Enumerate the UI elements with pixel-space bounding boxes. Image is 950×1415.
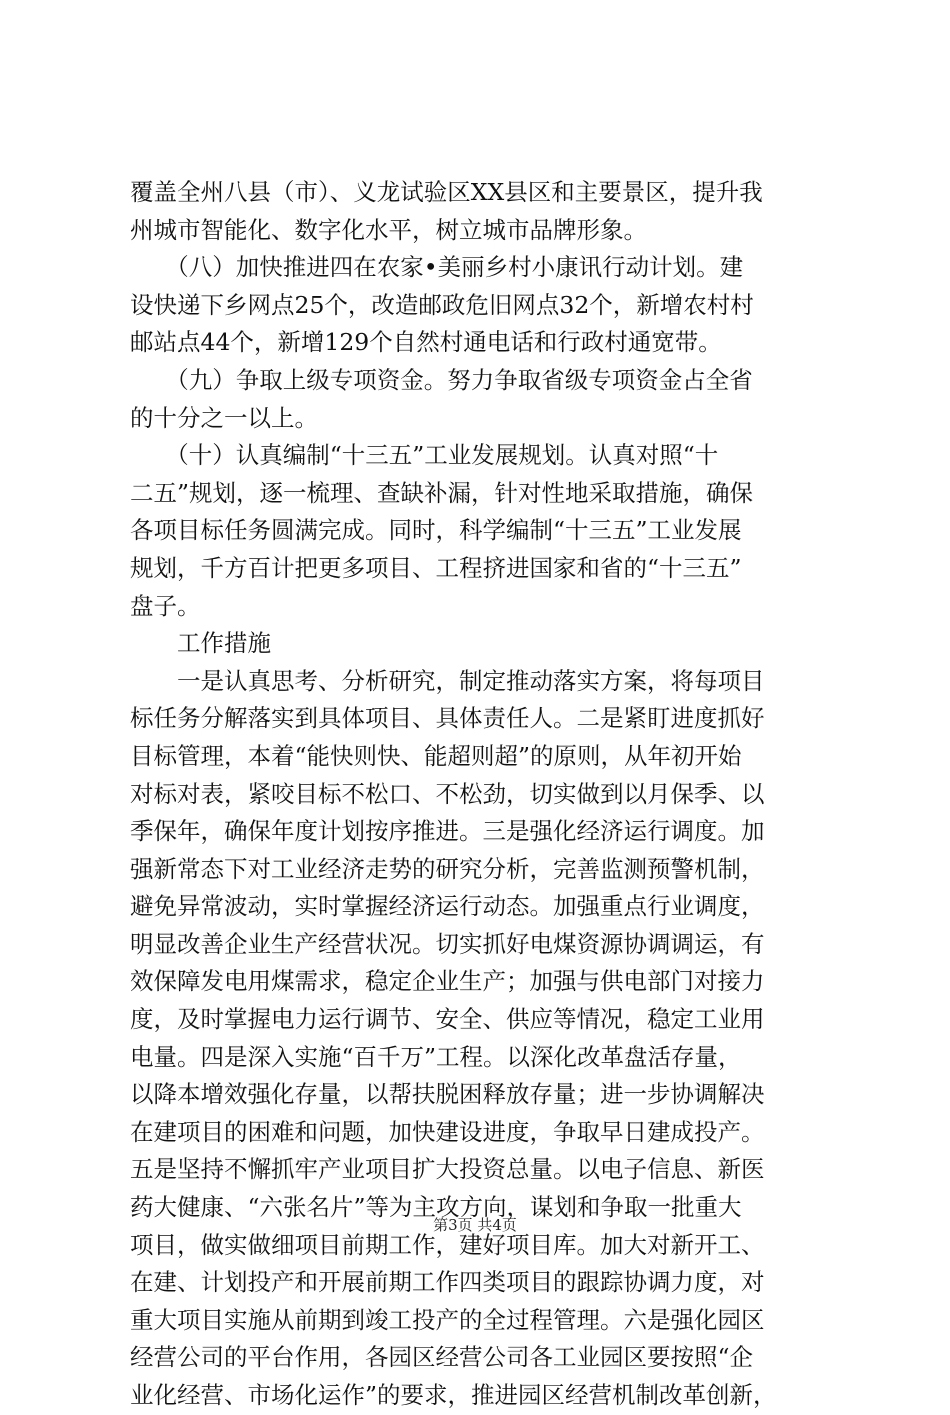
text-line: 一是认真思考、分析研究，制定推动落实方案，将每项目: [130, 666, 765, 695]
text-line: 以降本增效强化存量，以帮扶脱困释放存量；进一步协调解决: [130, 1080, 765, 1109]
text-line: 避免异常波动，实时掌握经济运行动态。加强重点行业调度，: [130, 892, 765, 921]
text-line: （十）认真编制“十三五”工业发展规划。认真对照“十: [130, 441, 719, 470]
section-heading: 工作措施: [130, 629, 271, 658]
text-line: 二五”规划，逐一梳理、查缺补漏，针对性地采取措施，确保: [130, 478, 754, 507]
text-line: 在建、计划投产和开展前期工作四类项目的跟踪协调力度，对: [130, 1268, 765, 1297]
text-line: 经营公司的平台作用，各园区经营公司各工业园区要按照“企: [130, 1343, 754, 1372]
text-line: 盘子。: [130, 591, 201, 620]
page-number: 第3页 共4页: [433, 1216, 517, 1234]
text-line: 五是坚持不懈抓牢产业项目扩大投资总量。以电子信息、新医: [130, 1155, 765, 1184]
text-line: 设快递下乡网点25个，改造邮政危旧网点32个，新增农村村: [130, 290, 754, 319]
text-line: 邮站点44个，新增129个自然村通电话和行政村通宽带。: [130, 328, 722, 357]
text-line: 效保障发电用煤需求，稳定企业生产；加强与供电部门对接力: [130, 967, 765, 996]
text-line: 的十分之一以上。: [130, 403, 318, 432]
text-line: 规划，千方百计把更多项目、工程挤进国家和省的“十三五”: [130, 553, 742, 582]
text-line: （九）争取上级专项资金。努力争取省级专项资金占全省: [130, 365, 753, 394]
text-line: 在建项目的困难和问题，加快建设进度，争取早日建成投产。: [130, 1117, 765, 1146]
text-line: 电量。四是深入实施“百千万”工程。以深化改革盘活存量，: [130, 1042, 742, 1071]
page-footer: [0, 1215, 950, 1235]
text-line: 明显改善企业生产经营状况。切实抓好电煤资源协调调运，有: [130, 929, 765, 958]
text-line: 度，及时掌握电力运行调节、安全、供应等情况，稳定工业用: [130, 1005, 765, 1034]
text-line: 各项目标任务圆满完成。同时，科学编制“十三五”工业发展: [130, 516, 742, 545]
text-line: 覆盖全州八县（市）、义龙试验区XX县区和主要景区，提升我: [130, 178, 763, 206]
text-line: 目标管理，本着“能快则快、能超则超”的原则，从年初开始: [130, 741, 742, 770]
text-line: 项目，做实做细项目前期工作，建好项目库。加大对新开工、: [130, 1230, 765, 1259]
text-line: 州城市智能化、数字化水平，树立城市品牌形象。: [130, 215, 647, 244]
text-line: （八）加快推进四在农家•美丽乡村小康讯行动计划。建: [130, 253, 744, 282]
text-line: 药大健康、“六张名片”等为主攻方向，谋划和争取一批重大: [130, 1193, 742, 1222]
text-line: 标任务分解落实到具体项目、具体责任人。二是紧盯进度抓好: [130, 704, 765, 733]
text-line: 强新常态下对工业经济走势的研究分析，完善监测预警机制，: [130, 854, 765, 883]
text-line: 对标对表，紧咬目标不松口、不松劲，切实做到以月保季、以: [130, 779, 765, 808]
text-line: 重大项目实施从前期到竣工投产的全过程管理。六是强化园区: [130, 1305, 765, 1334]
text-line: 季保年，确保年度计划按序推进。三是强化经济运行调度。加: [130, 817, 765, 846]
text-line: 业化经营、市场化运作”的要求，推进园区经营机制改革创新，: [130, 1381, 777, 1409]
